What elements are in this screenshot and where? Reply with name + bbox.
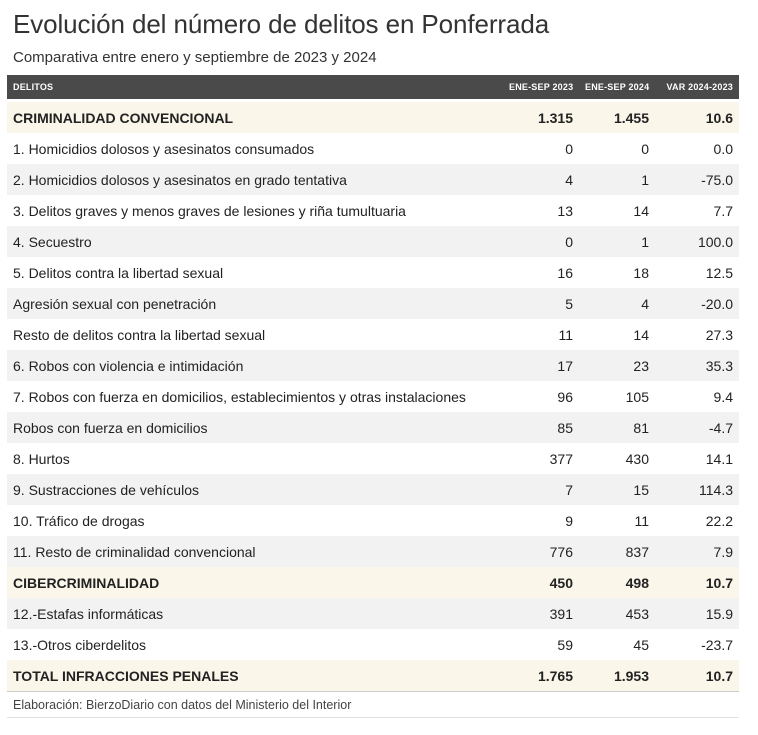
row-value-2023: 96 <box>503 381 579 412</box>
table-group-row <box>7 102 739 133</box>
row-value-2024: 498 <box>579 567 655 598</box>
row-value-2024: 105 <box>579 381 655 412</box>
row-label: Resto de delitos contra la libertad sexual <box>7 319 503 350</box>
row-variation: -4.7 <box>655 412 739 443</box>
row-value-2024: 1 <box>579 164 655 195</box>
table-row <box>7 164 739 195</box>
row-variation: 7.7 <box>655 195 739 226</box>
row-value-2023: 776 <box>503 536 579 567</box>
row-variation: 10.7 <box>655 567 739 598</box>
row-value-2024: 11 <box>579 505 655 536</box>
table-row <box>7 443 739 474</box>
row-value-2024: 15 <box>579 474 655 505</box>
row-value-2024: 0 <box>579 133 655 164</box>
row-variation: 12.5 <box>655 257 739 288</box>
row-variation: 9.4 <box>655 381 739 412</box>
row-value-2023: 4 <box>503 164 579 195</box>
source-note: Elaboración: BierzoDiario con datos del Ministerio del Interior <box>13 698 352 712</box>
row-label: 12.-Estafas informáticas <box>7 598 503 629</box>
row-value-2024: 45 <box>579 629 655 660</box>
row-value-2023: 5 <box>503 288 579 319</box>
table-row <box>7 629 739 660</box>
column-header-2024: ENE-SEP 2024 <box>579 75 655 99</box>
table-row <box>7 226 739 257</box>
row-value-2023: 391 <box>503 598 579 629</box>
row-label: 11. Resto de criminalidad convencional <box>7 536 503 567</box>
chart-title: Evolución del número de delitos en Ponferrada <box>13 9 550 39</box>
row-label: 5. Delitos contra la libertad sexual <box>7 257 503 288</box>
table-row <box>7 257 739 288</box>
footer-divider <box>7 691 739 692</box>
row-variation: 27.3 <box>655 319 739 350</box>
row-value-2023: 7 <box>503 474 579 505</box>
table-row <box>7 381 739 412</box>
row-value-2023: 17 <box>503 350 579 381</box>
row-value-2023: 0 <box>503 133 579 164</box>
row-value-2023: 377 <box>503 443 579 474</box>
row-label: Robos con fuerza en domicilios <box>7 412 503 443</box>
table-group-row <box>7 567 739 598</box>
row-value-2024: 1.455 <box>579 102 655 133</box>
row-label: 10. Tráfico de drogas <box>7 505 503 536</box>
row-variation: 35.3 <box>655 350 739 381</box>
table-row <box>7 319 739 350</box>
row-label: TOTAL INFRACCIONES PENALES <box>7 660 503 691</box>
row-value-2024: 1.953 <box>579 660 655 691</box>
row-value-2024: 430 <box>579 443 655 474</box>
column-header-variation: VAR 2024-2023 <box>655 75 739 99</box>
row-label: Agresión sexual con penetración <box>7 288 503 319</box>
row-variation: 114.3 <box>655 474 739 505</box>
row-variation: 7.9 <box>655 536 739 567</box>
table-row <box>7 412 739 443</box>
row-variation: -23.7 <box>655 629 739 660</box>
row-variation: 10.6 <box>655 102 739 133</box>
row-value-2024: 14 <box>579 195 655 226</box>
row-label: 7. Robos con fuerza en domicilios, establecimientos y otras instalaciones <box>7 381 503 412</box>
row-label: CRIMINALIDAD CONVENCIONAL <box>7 102 503 133</box>
row-value-2023: 59 <box>503 629 579 660</box>
row-variation: 10.7 <box>655 660 739 691</box>
row-value-2023: 11 <box>503 319 579 350</box>
table-row <box>7 474 739 505</box>
row-value-2023: 450 <box>503 567 579 598</box>
row-value-2024: 18 <box>579 257 655 288</box>
row-value-2024: 453 <box>579 598 655 629</box>
row-value-2023: 0 <box>503 226 579 257</box>
chart-subtitle: Comparativa entre enero y septiembre de 2023 y 2024 <box>13 49 377 66</box>
row-variation: 22.2 <box>655 505 739 536</box>
row-label: 6. Robos con violencia e intimidación <box>7 350 503 381</box>
row-label: 13.-Otros ciberdelitos <box>7 629 503 660</box>
row-value-2023: 13 <box>503 195 579 226</box>
row-variation: 100.0 <box>655 226 739 257</box>
row-label: 2. Homicidios dolosos y asesinatos en grado tentativa <box>7 164 503 195</box>
table-row <box>7 505 739 536</box>
row-value-2023: 85 <box>503 412 579 443</box>
table-group-row <box>7 660 739 691</box>
row-label: 3. Delitos graves y menos graves de lesiones y riña tumultuaria <box>7 195 503 226</box>
table-row <box>7 350 739 381</box>
column-header-delitos: DELITOS <box>7 75 503 99</box>
row-label: CIBERCRIMINALIDAD <box>7 567 503 598</box>
row-label: 8. Hurtos <box>7 443 503 474</box>
row-variation: -75.0 <box>655 164 739 195</box>
row-variation: 0.0 <box>655 133 739 164</box>
row-value-2024: 23 <box>579 350 655 381</box>
row-value-2024: 14 <box>579 319 655 350</box>
row-variation: -20.0 <box>655 288 739 319</box>
row-value-2024: 81 <box>579 412 655 443</box>
row-value-2024: 837 <box>579 536 655 567</box>
data-table <box>7 75 739 691</box>
footer-bottom-divider <box>7 717 739 718</box>
row-label: 9. Sustracciones de vehículos <box>7 474 503 505</box>
table-row <box>7 133 739 164</box>
table-row <box>7 536 739 567</box>
row-value-2023: 9 <box>503 505 579 536</box>
column-header-2023: ENE-SEP 2023 <box>503 75 579 99</box>
table-row <box>7 288 739 319</box>
table-row <box>7 195 739 226</box>
table-row <box>7 598 739 629</box>
table-body <box>7 102 739 691</box>
row-value-2023: 1.765 <box>503 660 579 691</box>
row-value-2024: 4 <box>579 288 655 319</box>
row-label: 1. Homicidios dolosos y asesinatos consumados <box>7 133 503 164</box>
row-label: 4. Secuestro <box>7 226 503 257</box>
row-value-2023: 1.315 <box>503 102 579 133</box>
row-variation: 15.9 <box>655 598 739 629</box>
table-header-row <box>7 75 739 99</box>
row-value-2024: 1 <box>579 226 655 257</box>
row-value-2023: 16 <box>503 257 579 288</box>
row-variation: 14.1 <box>655 443 739 474</box>
